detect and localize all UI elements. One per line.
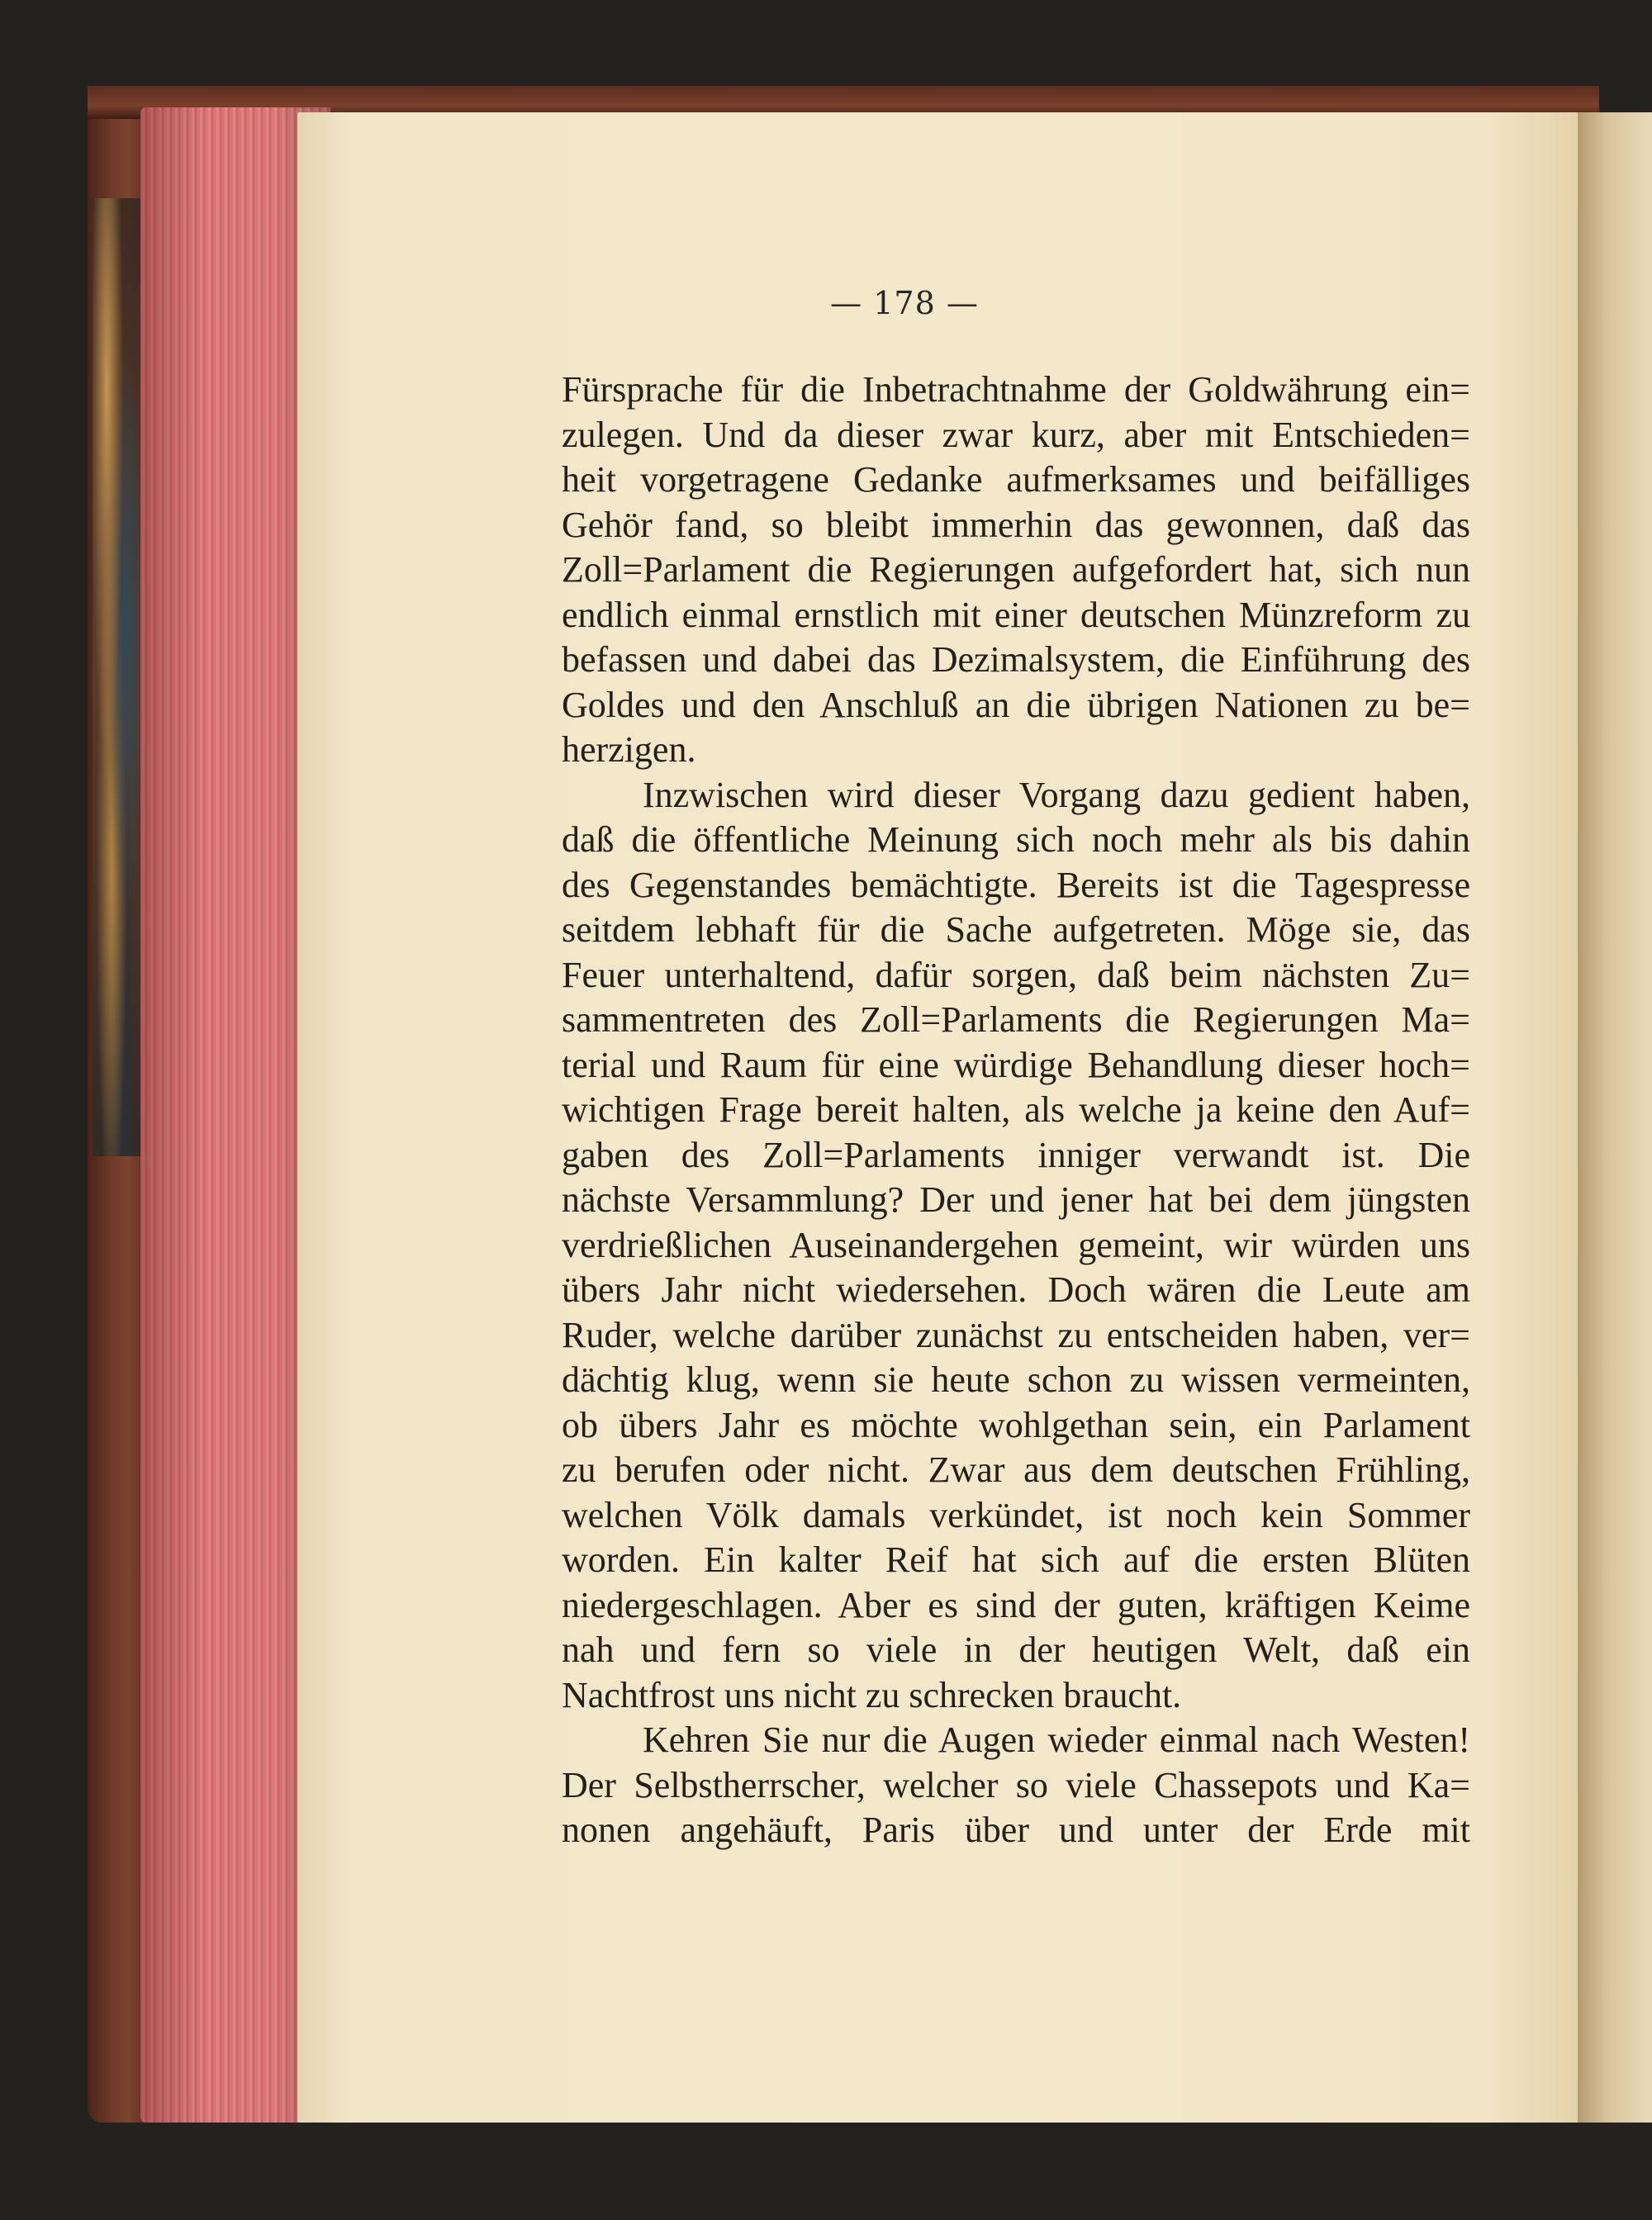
text-line: Inzwischen wird dieser Vorgang dazu gedient haben, xyxy=(643,774,1470,815)
text-line: Gehör fand, so bleibt immerhin das gewonnen, daß das xyxy=(562,504,1470,545)
text-line: worden. Ein kalter Reif hat sich auf die ersten Blüten xyxy=(562,1539,1470,1580)
text-line: terial und Raum für eine würdige Behandlung dieser hoch= xyxy=(562,1044,1470,1085)
text-line: zu berufen oder nicht. Zwar aus dem deutschen Frühling, xyxy=(562,1449,1470,1490)
text-line: Nachtfrost uns nicht zu schrecken braucht. xyxy=(562,1674,1182,1715)
text-line: befassen und dabei das Dezimalsystem, die Einführung des xyxy=(562,639,1470,680)
text-line: heit vorgetragene Gedanke aufmerksames und beifälliges xyxy=(562,459,1470,500)
marbled-cover xyxy=(93,198,140,1156)
text-line: endlich einmal ernstlich mit einer deutschen Münzreform zu xyxy=(562,594,1470,635)
text-line: übers Jahr nicht wiedersehen. Doch wären die Leute am xyxy=(562,1269,1470,1310)
text-line: nonen angehäuft, Paris über und unter der Erde mit xyxy=(562,1810,1470,1850)
text-line: Kehren Sie nur die Augen wieder einmal nach Westen! xyxy=(643,1720,1470,1760)
text-line: dächtig klug, wenn sie heute schon zu wissen vermeinten, xyxy=(562,1359,1470,1400)
text-line: ob übers Jahr es möchte wohlgethan sein, ein Parlament xyxy=(562,1404,1470,1445)
text-line: Der Selbstherrscher, welcher so viele Chassepots und Ka= xyxy=(562,1764,1470,1805)
text-line: herzigen. xyxy=(562,729,696,770)
text-line: Goldes und den Anschluß an die übrigen Nationen zu be= xyxy=(562,684,1470,725)
text-line: nah und fern so viele in der heutigen Welt, daß ein xyxy=(562,1629,1470,1670)
text-line: seitdem lebhaft für die Sache aufgetreten. Möge sie, das xyxy=(562,909,1470,950)
text-line: nächste Versammlung? Der und jener hat bei dem jüngsten xyxy=(562,1179,1470,1220)
text-line: verdrießlichen Auseinandergehen gemeint, wir würden uns xyxy=(562,1224,1470,1265)
page-number: — 178 — xyxy=(830,285,979,321)
body-text xyxy=(562,368,1470,1853)
text-line: zulegen. Und da dieser zwar kurz, aber mit Entschieden= xyxy=(562,414,1470,455)
text-line: wichtigen Frage bereit halten, als welche ja keine den Auf= xyxy=(562,1089,1470,1130)
facing-page-gutter xyxy=(1578,112,1652,2123)
text-line: Feuer unterhaltend, dafür sorgen, daß beim nächsten Zu= xyxy=(562,954,1470,995)
text-line: sammentreten des Zoll=Parlaments die Regierungen Ma= xyxy=(562,999,1470,1040)
text-line: welchen Völk damals verkündet, ist noch kein Sommer xyxy=(562,1494,1470,1535)
text-line: daß die öffentliche Meinung sich noch mehr als bis dahin xyxy=(562,819,1470,860)
text-line: Ruder, welche darüber zunächst zu entscheiden haben, ver= xyxy=(562,1314,1470,1355)
text-line: Zoll=Parlament die Regierungen aufgefordert hat, sich nun xyxy=(562,549,1470,590)
text-line: des Gegenstandes bemächtigte. Bereits ist die Tagespresse xyxy=(562,864,1470,905)
text-line: niedergeschlagen. Aber es sind der guten, kräftigen Keime xyxy=(562,1584,1470,1625)
text-line: gaben des Zoll=Parlaments inniger verwandt ist. Die xyxy=(562,1134,1470,1175)
text-line: Fürsprache für die Inbetrachtnahme der Goldwährung ein= xyxy=(562,369,1470,410)
